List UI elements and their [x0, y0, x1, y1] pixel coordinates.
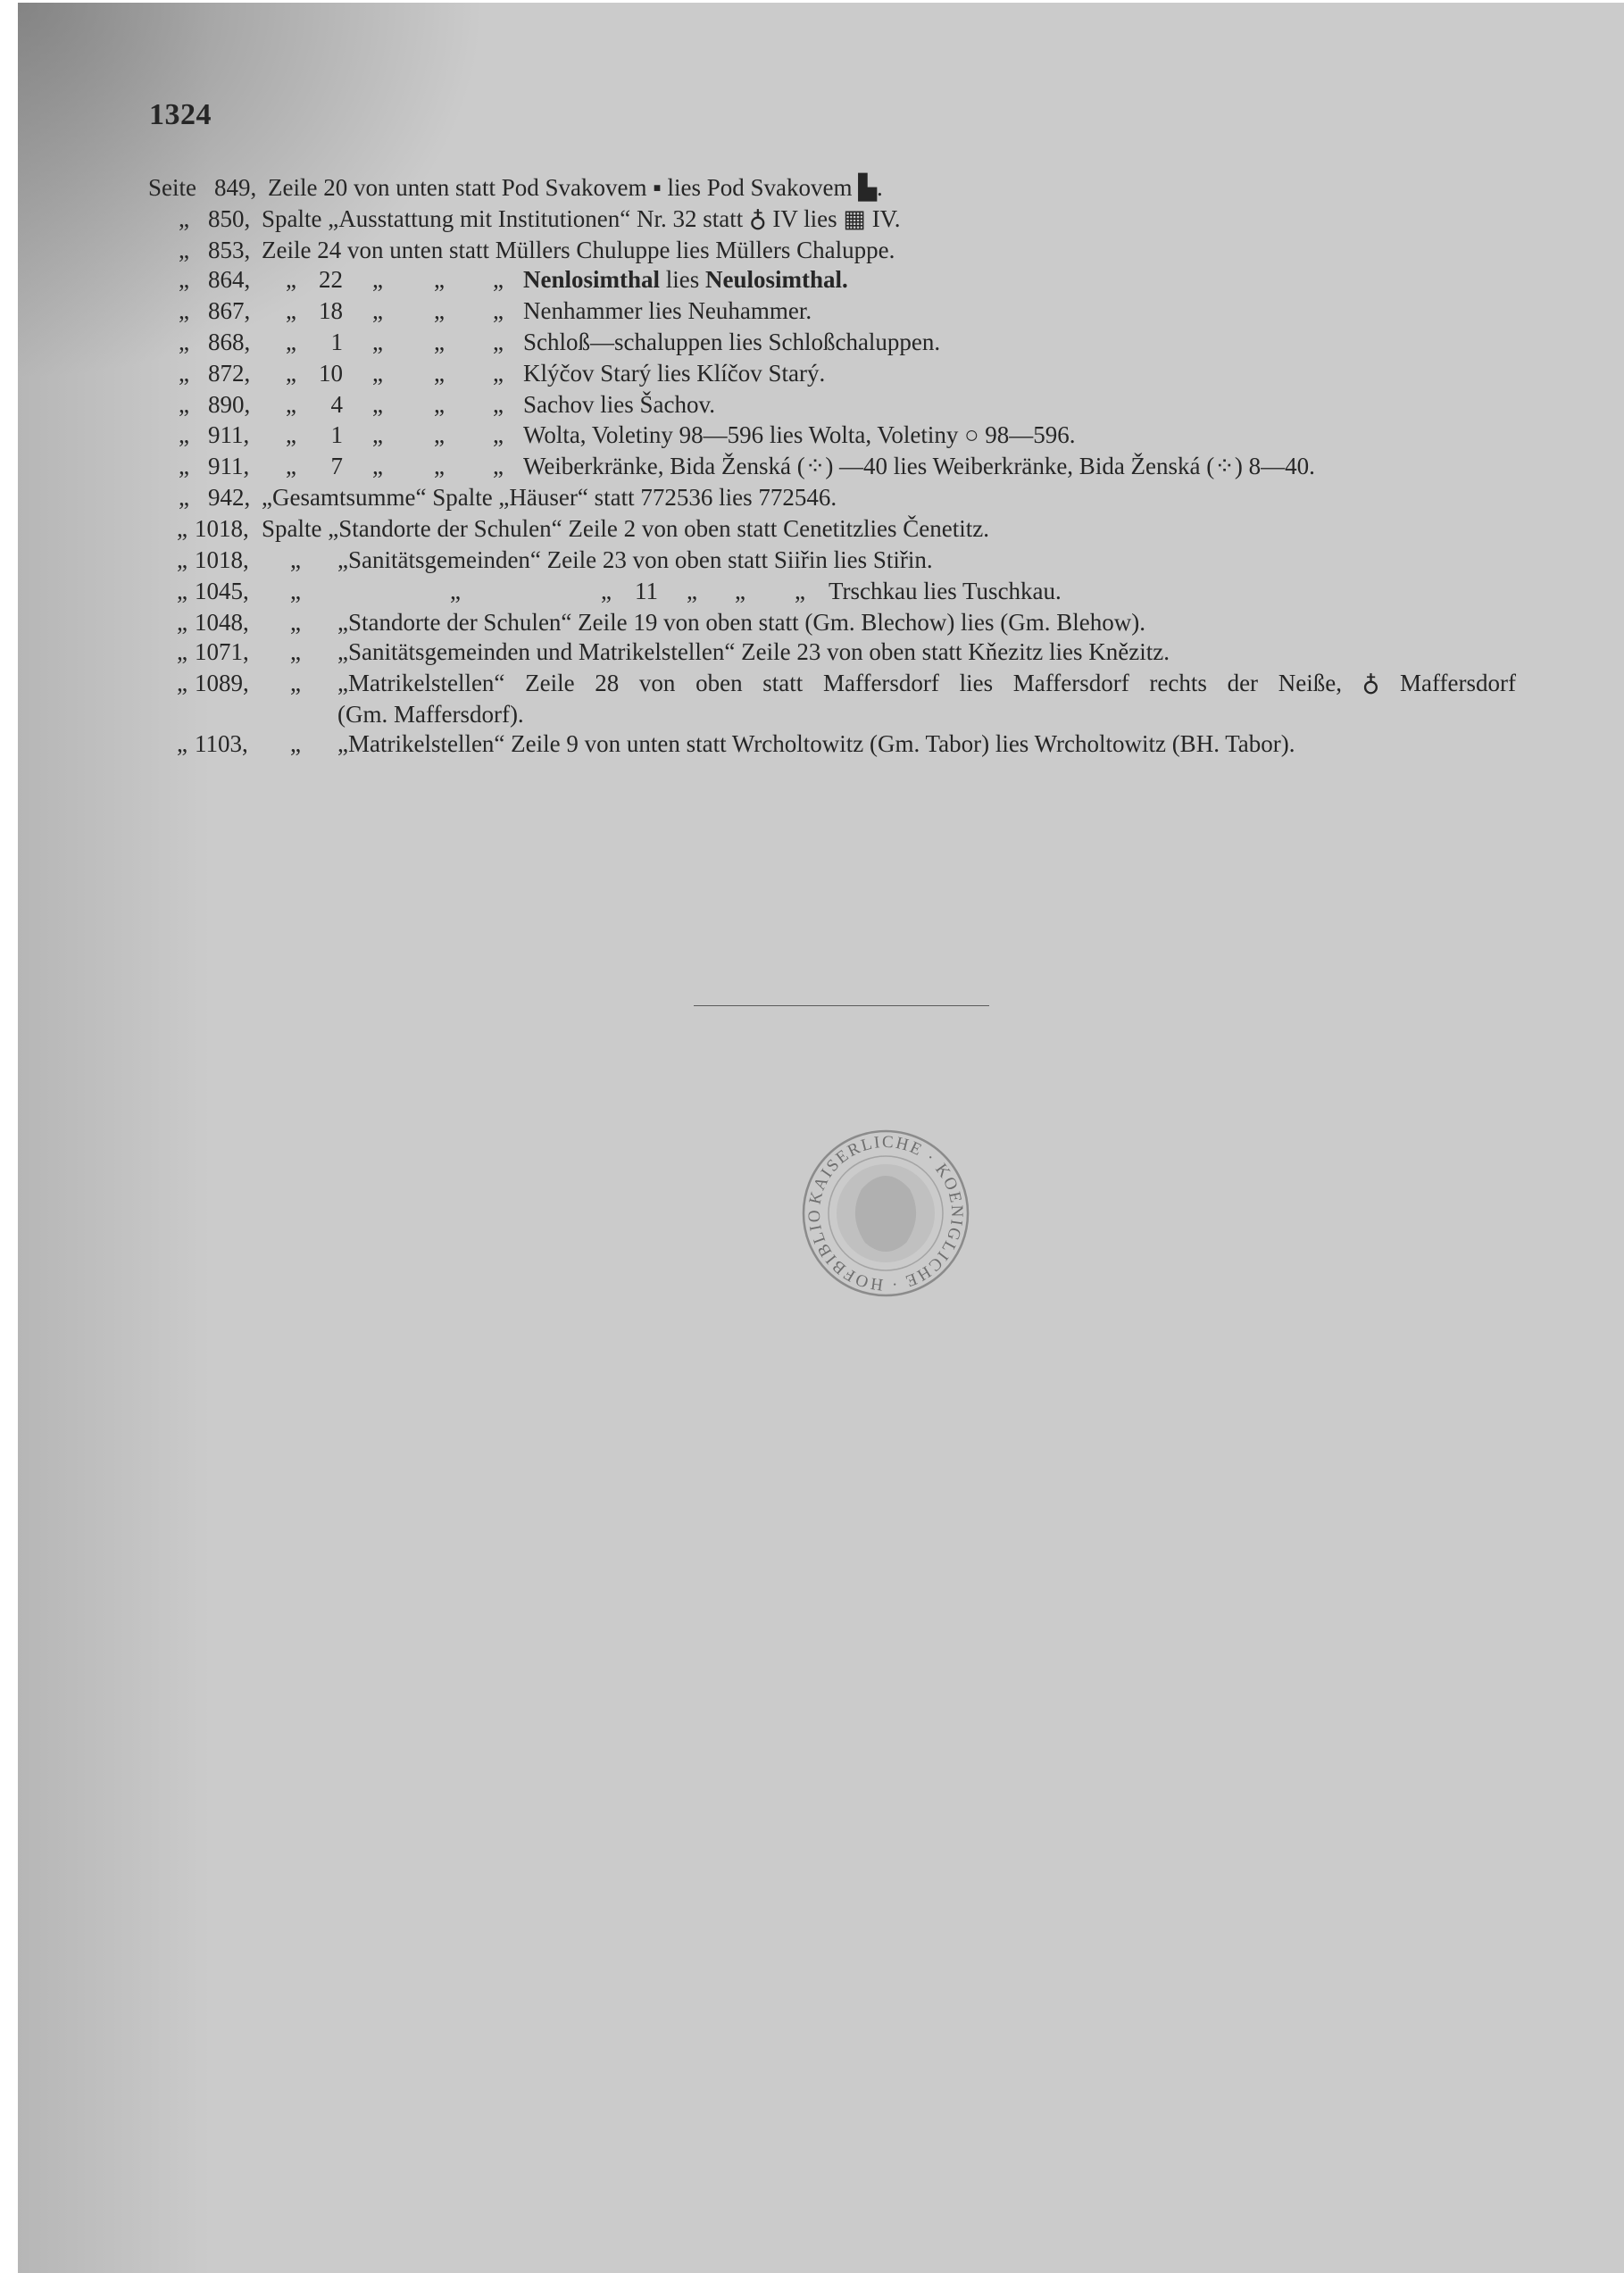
ditto-mark: „ [493, 453, 504, 479]
ditto-mark: „ [290, 546, 301, 573]
ditto-mark: „ [177, 670, 187, 696]
entry-page: 849, [214, 174, 257, 201]
entry-text: Schloß—schaluppen lies Schloßchaluppen. [523, 329, 941, 355]
entry-page: 1089, [195, 670, 249, 696]
entry-page: 1103, [195, 730, 248, 757]
ditto-mark: „ [290, 578, 301, 604]
entry-text: „Matrikelstellen“ Zeile 9 von unten statt Wrcholtowitz (Gm. Tabor) lies Wrcholtowitz (BH. Tabor). [337, 730, 1295, 757]
ditto-mark: „ [286, 391, 296, 418]
ditto-mark: „ [286, 297, 296, 324]
ditto-mark: „ [290, 670, 301, 696]
ditto-mark: „ [434, 453, 445, 479]
ditto-mark: „ [450, 578, 461, 604]
entry-page: 911, [208, 453, 250, 479]
ditto-mark: „ [286, 266, 296, 293]
ditto-mark: „ [290, 638, 301, 665]
ditto-mark: „ [179, 329, 189, 355]
ditto-mark: „ [177, 730, 187, 757]
ditto-mark: „ [372, 421, 383, 448]
ditto-mark: „ [290, 609, 301, 636]
ditto-mark: „ [493, 297, 504, 324]
ditto-mark: „ [434, 360, 445, 387]
stamp-seal-icon [799, 1127, 972, 1300]
entry-text: Zeile 20 von unten statt Pod Svakovem ▪ lies Pod Svakovem ▙. [268, 174, 883, 201]
entry-text: Spalte „Standorte der Schulen“ Zeile 2 von oben statt Cenetitzlies Čenetitz. [262, 515, 990, 542]
entry-line: 1 [330, 329, 343, 355]
entry-page: 1071, [195, 638, 249, 665]
entry-text: „Standorte der Schulen“ Zeile 19 von oben statt (Gm. Blechow) lies (Gm. Blehow). [337, 609, 1146, 636]
entry-line: 1 [330, 421, 343, 448]
entry-line: 18 [319, 297, 343, 324]
ditto-mark: „ [372, 391, 383, 418]
entry-text: Weiberkränke, Bida Ženská (⁘) —40 lies Weiberkränke, Bida Ženská (⁘) 8—40. [523, 453, 1315, 479]
ditto-mark: „ [493, 266, 504, 293]
ditto-mark: „ [735, 578, 745, 604]
entry-text: Wolta, Voletiny 98—596 lies Wolta, Voletiny ○ 98—596. [523, 421, 1076, 448]
entry-page: 890, [208, 391, 251, 418]
ditto-mark: „ [795, 578, 805, 604]
entry-text: „Sanitätsgemeinden und Matrikelstellen“ Zeile 23 von oben statt Kňezitz lies Knězitz. [337, 638, 1170, 665]
ditto-mark: „ [493, 421, 504, 448]
entry-page: 853, [208, 237, 251, 263]
ditto-mark: „ [286, 421, 296, 448]
ditto-mark: „ [372, 329, 383, 355]
entry-page: 868, [208, 329, 251, 355]
entry-page: 911, [208, 421, 250, 448]
ditto-mark: „ [372, 297, 383, 324]
ditto-mark: „ [372, 266, 383, 293]
entry-line: 4 [330, 391, 343, 418]
entry-page: 1018, [195, 546, 249, 573]
wrong-name: Nenlosimthal [523, 266, 661, 293]
correct-name: Neulosimthal. [705, 266, 848, 293]
ditto-mark: „ [177, 638, 187, 665]
entry-line: 11 [635, 578, 658, 604]
ditto-mark: „ [687, 578, 697, 604]
entry-page: 1045, [195, 578, 249, 604]
entry-text: Sachov lies Šachov. [523, 391, 715, 418]
lies-word: lies [660, 266, 706, 293]
entry-line: 22 [319, 266, 343, 293]
ditto-mark: „ [434, 391, 445, 418]
entry-text [523, 264, 848, 295]
entry-page: 872, [208, 360, 251, 387]
entry-text: „Matrikelstellen“ Zeile 28 von oben statt Maffersdorf lies Maffersdorf rechts der Neiße, ♁ Maffersdorf [337, 670, 1516, 696]
entry-page: 1048, [195, 609, 249, 636]
ditto-mark: „ [290, 730, 301, 757]
ditto-mark: „ [179, 421, 189, 448]
ditto-mark: „ [434, 329, 445, 355]
ditto-mark: „ [372, 453, 383, 479]
library-stamp [799, 1127, 972, 1300]
ditto-mark: „ [372, 360, 383, 387]
entry-text: Spalte „Ausstattung mit Institutionen“ Nr. 32 statt ♁ IV lies ▦ IV. [262, 205, 901, 232]
entry-text: „Sanitätsgemeinden“ Zeile 23 von oben statt Siiřin lies Stiřin. [337, 546, 933, 573]
ditto-mark: „ [179, 360, 189, 387]
svg-text:KAISERLICHE · KOENIGLICHE · HO: KAISERLICHE · KOENIGLICHE · HOFBIBLIO [804, 1132, 967, 1295]
entry-page: 1018, [195, 515, 249, 542]
ditto-mark: „ [434, 421, 445, 448]
entry-text: Zeile 24 von unten statt Müllers Chuluppe lies Müllers Chaluppe. [262, 237, 895, 263]
ditto-mark: „ [434, 266, 445, 293]
ditto-mark: „ [179, 453, 189, 479]
horizontal-divider [694, 1005, 989, 1006]
ditto-mark: „ [177, 578, 187, 604]
entry-line: 7 [330, 453, 343, 479]
ditto-mark: „ [179, 237, 189, 263]
ditto-mark: „ [493, 391, 504, 418]
entry-page: 864, [208, 266, 251, 293]
entry-text: „Gesamtsumme“ Spalte „Häuser“ statt 772536 lies 772546. [262, 484, 837, 511]
ditto-mark: „ [493, 360, 504, 387]
ditto-mark: „ [179, 205, 189, 232]
ditto-mark: „ [177, 546, 187, 573]
entry-text: Klýčov Starý lies Klíčov Starý. [523, 360, 826, 387]
entry-lead: Seite [148, 174, 196, 201]
ditto-mark: „ [177, 515, 187, 542]
ditto-mark: „ [179, 391, 189, 418]
ditto-mark: „ [601, 578, 612, 604]
ditto-mark: „ [179, 266, 189, 293]
ditto-mark: „ [179, 484, 189, 511]
entry-text: Trschkau lies Tuschkau. [829, 578, 1062, 604]
page-number: 1324 [149, 98, 212, 131]
entry-page: 942, [208, 484, 251, 511]
ditto-mark: „ [434, 297, 445, 324]
ditto-mark: „ [286, 360, 296, 387]
ditto-mark: „ [177, 609, 187, 636]
entry-page: 850, [208, 205, 251, 232]
entry-line: 10 [319, 360, 343, 387]
ditto-mark: „ [179, 297, 189, 324]
entry-text-continuation: (Gm. Maffersdorf). [337, 701, 524, 728]
ditto-mark: „ [493, 329, 504, 355]
entry-text: Nenhammer lies Neuhammer. [523, 297, 812, 324]
ditto-mark: „ [286, 453, 296, 479]
ditto-mark: „ [286, 329, 296, 355]
entry-page: 867, [208, 297, 251, 324]
